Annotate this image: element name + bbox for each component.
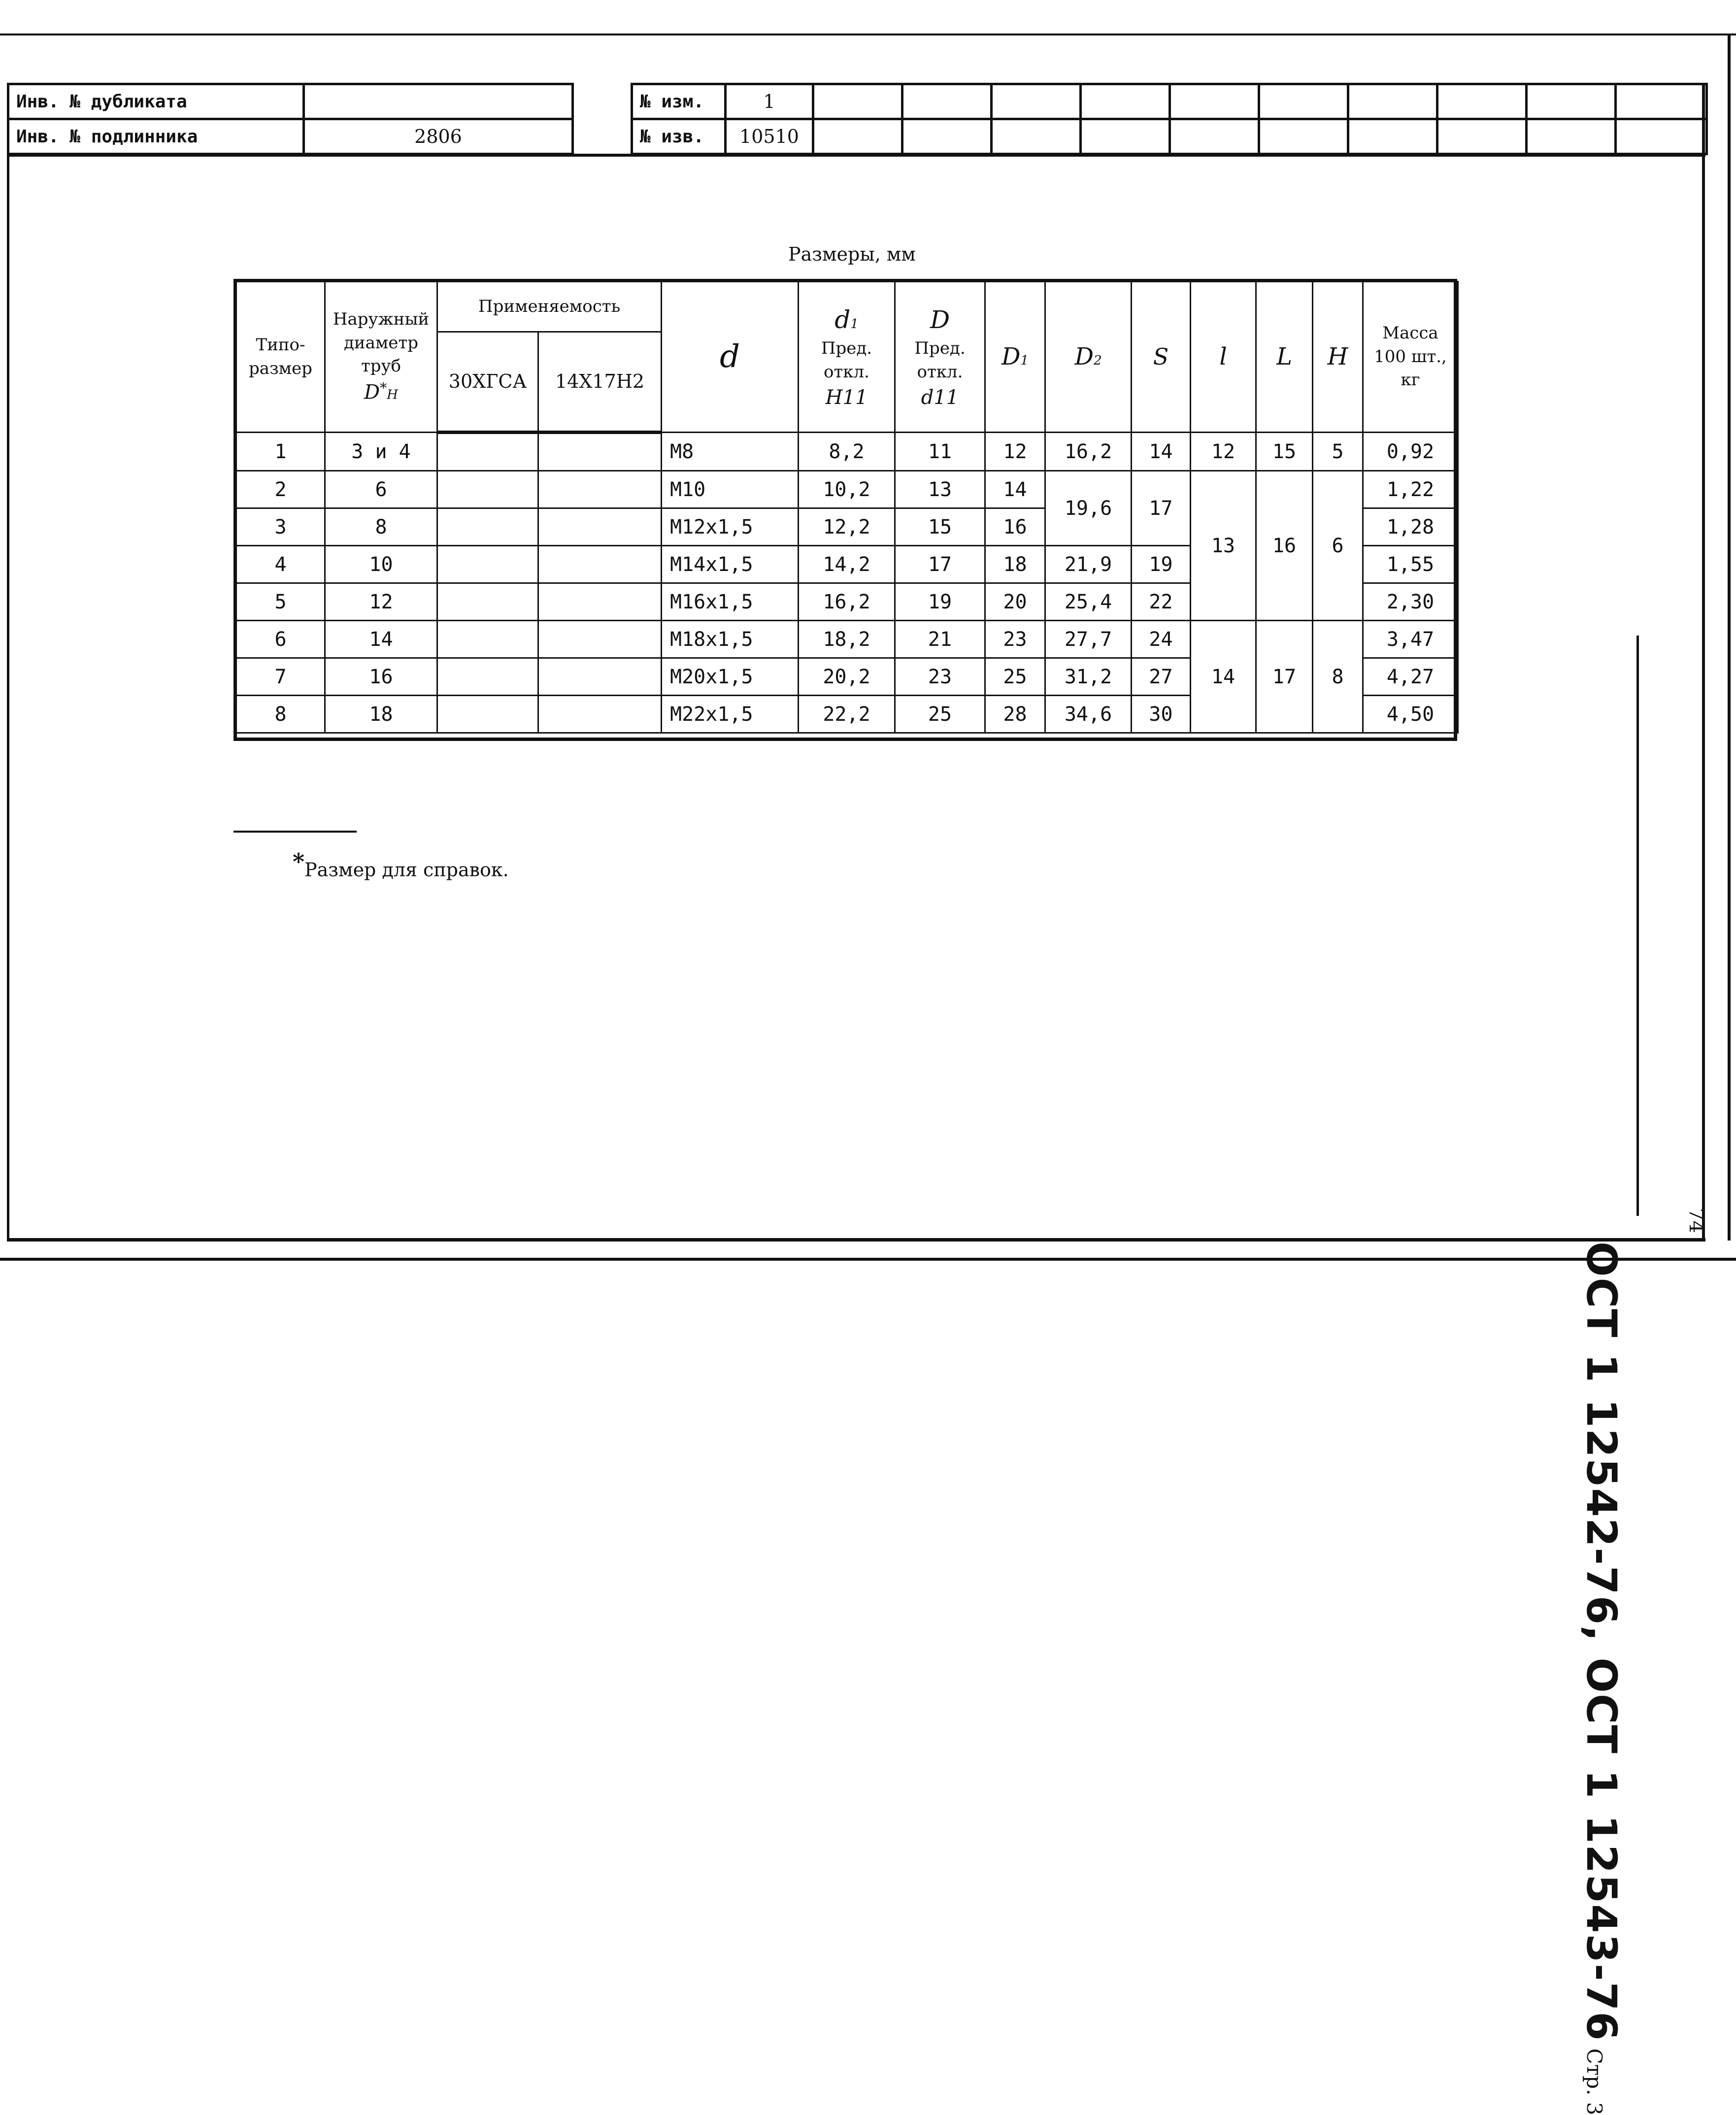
- header-tiporazmer: Типо-размер: [236, 282, 325, 433]
- header-H: H: [1313, 282, 1363, 433]
- header-outer-diameter: Наружный диаметр труб D*H: [325, 282, 437, 433]
- sheet-number: 74: [1685, 1208, 1707, 1233]
- table-row: 4 10 M14x1,5 14,2 17 18 21,9 19 1,55: [236, 546, 1458, 583]
- change-number-value: 1: [726, 84, 813, 119]
- table-row: 6 14 M18x1,5 18,2 21 23 27,7 24 14 17 8 3,47: [236, 621, 1458, 658]
- inv-duplicate-value: [304, 84, 573, 119]
- notice-number-value: 10510: [726, 119, 813, 154]
- header-mass: Масса 100 шт., кг: [1363, 282, 1458, 433]
- page-label: Стр. 3: [1582, 2048, 1606, 2115]
- header-D1: D1: [985, 282, 1045, 433]
- footnote-separator: [234, 831, 357, 833]
- bottom-border-line: [0, 1258, 1736, 1261]
- header-S: S: [1132, 282, 1191, 433]
- table-row: 5 12 M16x1,5 16,2 19 20 25,4 22 2,30: [236, 583, 1458, 621]
- change-number-label: № изм.: [632, 84, 726, 119]
- side-title-underline: [1636, 636, 1639, 1216]
- change-stamp: [631, 83, 1708, 155]
- inner-frame-bottom: [7, 1238, 1705, 1242]
- dimensions-table: [235, 281, 1459, 734]
- header-D2: D2: [1045, 282, 1132, 433]
- header-material-14x17n2: 14Х17Н2: [538, 332, 662, 433]
- inner-frame-right: [1702, 83, 1705, 1242]
- header-d: d: [662, 282, 799, 433]
- header-D: D Пред. откл. d11: [895, 282, 985, 433]
- standard-title: ОСТ 1 12542-76, ОСТ 1 12543-76: [1577, 1242, 1626, 2042]
- inv-original-label: Инв. № подлинника: [8, 119, 304, 154]
- header-material-30xgsa: 30ХГСА: [437, 332, 538, 433]
- top-border-line: [0, 34, 1736, 35]
- footnote-mark: *: [293, 848, 305, 875]
- table-row: 3 8 M12x1,5 12,2 15 16 1,28: [236, 508, 1458, 546]
- inventory-stamp: [7, 83, 574, 155]
- table-row: 7 16 M20x1,5 20,2 23 25 31,2 27 4,27: [236, 658, 1458, 696]
- side-title: [1577, 1242, 1626, 2115]
- inner-frame-left: [7, 83, 9, 1242]
- notice-number-label: № изв.: [632, 119, 726, 154]
- header-L: L: [1256, 282, 1313, 433]
- inv-original-value: 2806: [304, 119, 573, 154]
- footnote-text: Размер для справок.: [304, 859, 509, 881]
- header-applicability: Применяемость: [437, 282, 662, 332]
- inv-duplicate-label: Инв. № дубликата: [8, 84, 304, 119]
- header-d1: d1 Пред. откл. H11: [799, 282, 895, 433]
- table-row: 1 3 и 4 M8 8,2 11 12 16,2 14 12 15 5 0,92: [236, 433, 1458, 471]
- table-row: 2 6 M10 10,2 13 14 19,6 17 13 16 6 1,22: [236, 471, 1458, 508]
- footnote: [293, 848, 509, 881]
- table-row: 8 18 M22x1,5 22,2 25 28 34,6 30 4,50: [236, 696, 1458, 733]
- right-frame-line: [1728, 34, 1731, 1241]
- header-l: l: [1191, 282, 1256, 433]
- dimensions-caption: Размеры, мм: [788, 243, 916, 265]
